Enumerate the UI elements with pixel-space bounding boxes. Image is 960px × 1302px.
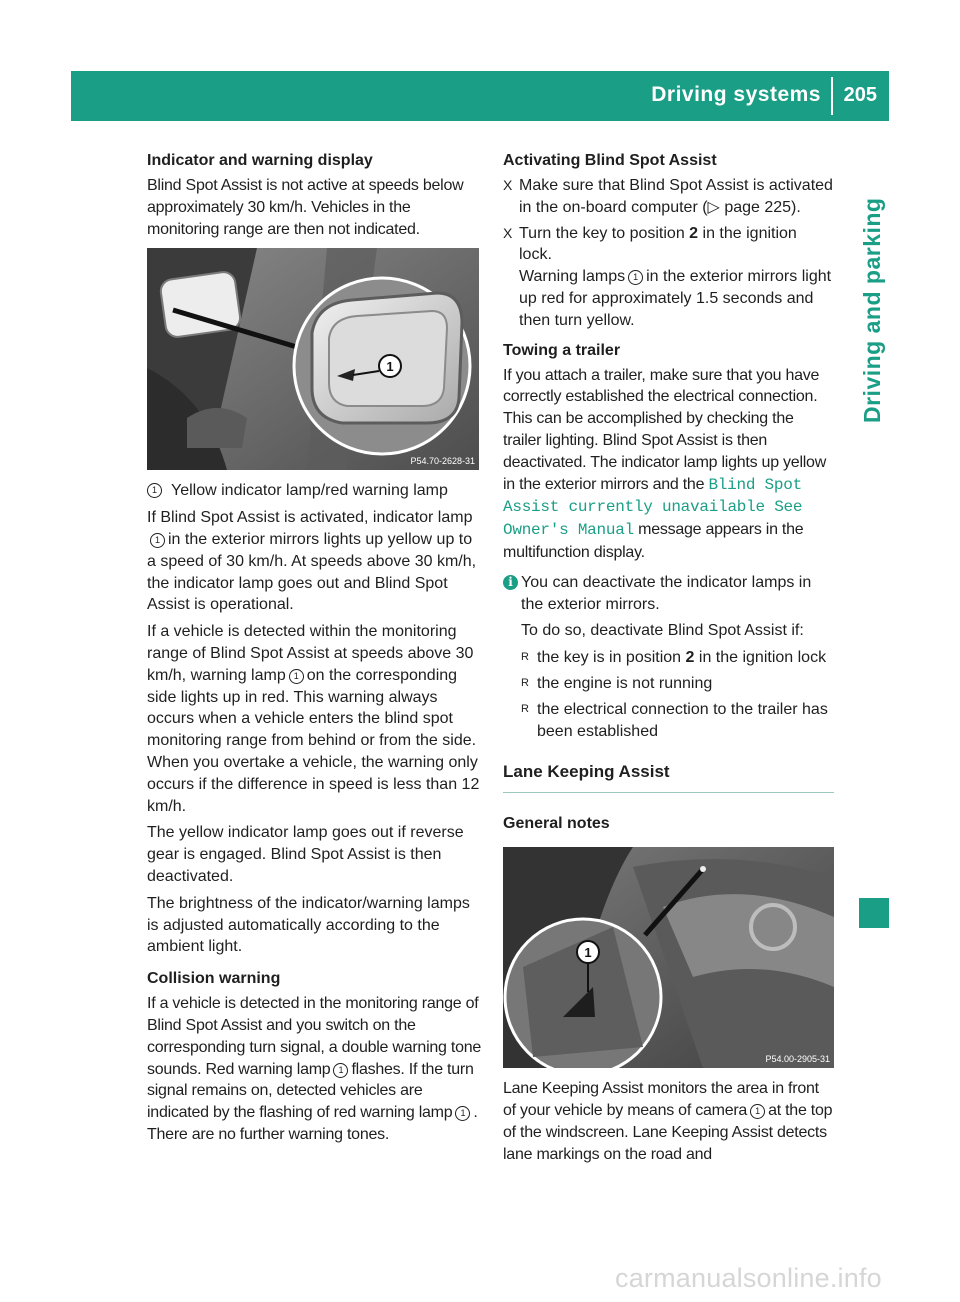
list-item: R the electrical connection to the trailer has been established [521,700,828,740]
section-title-lane-keeping: Lane Keeping Assist [503,760,834,793]
callout-marker: 1 [289,669,304,684]
section-heading-activating: Activating Blind Spot Assist [503,152,717,169]
info-note [503,572,834,642]
paragraph: If Blind Spot Assist is activated, indicator lamp1 in the exterior mirrors lights up yellow up to a speed of 30 km/h. At speeds above 30 km/h, the indicator lamp goes out and Blind Spot Assist is operational. [147,509,477,614]
section-heading-general-notes: General notes [503,815,610,833]
display-message: Blind Spot Assist currently unavailable See Owner's Manual [503,475,803,540]
paragraph: If a vehicle is detected in the monitoring range of Blind Spot Assist and you switch on the corresponding turn signal, a double warning tone sounds. Red warning lamp 1 flashes. If the turn signal remains on, detected vehicles are indicated by the flashing of red warning lamp 1 . There are no further warning tones. [147,995,482,1143]
paragraph: Lane Keeping Assist monitors the area in front of your vehicle by means of camera 1 at the top of the windscreen. Lane Keeping Assist detects lane markings on the road and [503,1080,833,1163]
figure-code: P54.70-2628-31 [410,456,475,467]
figure-exterior-mirror [147,248,479,470]
instruction-step: X Make sure that Blind Spot Assist is activated in the on-board computer (▷ page 225). [503,177,833,216]
callout-marker: 1 [750,1104,765,1119]
section-heading-indicator: Indicator and warning display [147,152,373,169]
page-ref-icon: ▷ [707,198,720,216]
side-tab-marker [859,898,889,928]
instruction-step: X Turn the key to position 2 in the ignition lock. Warning lamps 1 in the exterior mirrors light up red for approximately 1.5 seconds and then turn yellow. [503,224,832,329]
paragraph: The brightness of the indicator/warning lamps is adjusted automatically according to the ambient light. [147,894,470,956]
condition-list [503,647,834,742]
figure-camera [503,847,834,1068]
bullet-icon: R [521,651,529,664]
svg-text:1: 1 [386,359,394,375]
figure-caption [147,480,481,502]
bullet-icon: R [521,702,529,715]
callout-marker: 1 [455,1106,470,1121]
page-reference-link[interactable]: page 225). [724,198,801,216]
callout-marker: 1 [628,270,643,285]
list-item: R the key is in position 2 in the ignition lock [503,647,834,669]
step-arrow-icon: X [503,224,513,241]
step-arrow-icon: X [503,177,513,193]
watermark: carmanualsonline.info [615,1263,882,1293]
paragraph: Blind Spot Assist is not active at speeds below approximately 30 km/h. Vehicles in the monitoring range are then not indicated. [147,177,464,238]
instruction-steps [503,175,834,332]
figure-code: P54.00-2905-31 [765,1054,830,1065]
paragraph: If a vehicle is detected within the monitoring range of Blind Spot Assist at speeds above 30 km/h, warning lamp 1 on the corresponding side lights up in red. This warning always occurs when a vehicle enters the blind spot monitoring range from behind or from the side. When you overtake a vehicle, the warning only occurs if the difference in speed is less than 12 km/h. [147,623,480,815]
callout-marker: 1 [150,533,165,548]
section-heading-trailer: Towing a trailer [503,341,621,359]
side-chapter-tab: Driving and parking [859,197,885,423]
mirror-illustration [147,248,479,470]
callout-marker: 1 [147,483,162,498]
callout-marker: 1 [333,1063,348,1078]
camera-illustration [503,847,834,1068]
paragraph: The yellow indicator lamp goes out if reverse gear is engaged. Blind Spot Assist is then deactivated. [147,824,464,885]
header-divider [831,77,833,115]
left-column [147,150,481,1151]
chapter-title: Driving systems [651,83,821,106]
list-item: R the engine is not running [503,673,834,695]
page-number: 205 [843,84,877,106]
paragraph: If you attach a trailer, make sure that you have correctly established the electrical connection. This can be accomplished by checking the trailer lighting. Blind Spot Assist is then deactivated. The indicator lamp lights up yellow in the exterior mirrors and the Blind Spot Assist currently unavailable See Owner's Manual message appears in the multifunction display. [503,366,826,561]
bullet-icon: R [521,676,529,689]
caption-text: Yellow indicator lamp/red warning lamp [171,482,448,500]
svg-text:1: 1 [584,945,592,961]
info-paragraph: You can deactivate the indicator lamps in the exterior mirrors. [521,573,812,613]
section-heading-collision: Collision warning [147,970,281,988]
info-icon: i [503,575,518,590]
page-header [71,71,889,121]
right-column [503,150,834,1171]
info-paragraph: To do so, deactivate Blind Spot Assist if: [521,622,804,640]
